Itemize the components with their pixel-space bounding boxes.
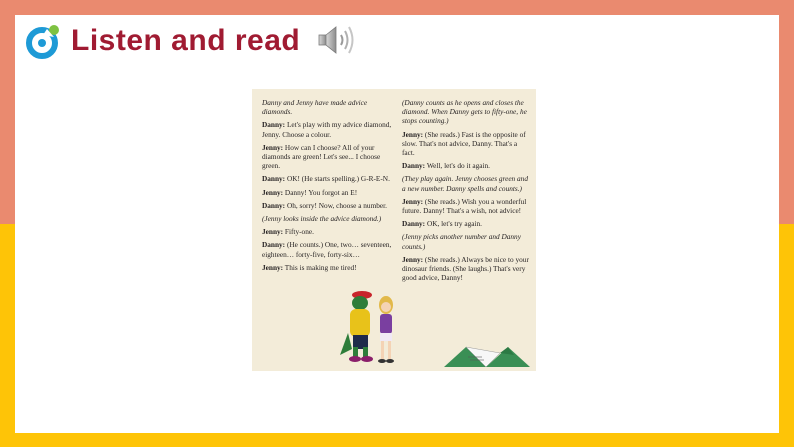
- slide-content: [15, 15, 779, 433]
- speaker-label: Danny:: [262, 174, 286, 184]
- story-text: (They play again. Jenny chooses green and a new number. Danny spells and counts.): [402, 174, 528, 193]
- speaker-icon[interactable]: [316, 23, 358, 57]
- story-line: [402, 255, 530, 283]
- story-line: [402, 219, 530, 228]
- story-line: [262, 98, 398, 116]
- story-line: [402, 98, 530, 126]
- speaker-label: Jenny:: [402, 129, 424, 139]
- story-text: (He counts.) One, two… seventeen, eighteen… forty-five, forty-six…: [262, 240, 392, 259]
- speaker-label: Jenny:: [262, 227, 284, 237]
- story-line: [402, 174, 530, 192]
- story-text: Danny! You forgot an E!: [284, 187, 358, 197]
- speaker-label: Danny:: [262, 240, 286, 250]
- story-text: OK! (He starts spelling.) G-R-E-N.: [286, 174, 390, 184]
- speaker-label: Danny:: [262, 200, 286, 210]
- story-text: Well, let's do it again.: [426, 161, 490, 171]
- story-line: [402, 161, 530, 170]
- speaker-label: Danny:: [402, 161, 426, 171]
- logo-icon: [25, 23, 61, 59]
- speaker-label: Jenny:: [262, 142, 284, 152]
- story-text: How can I choose? All of your diamonds are green! Let's see... I choose green.: [262, 142, 381, 171]
- story-line: [262, 201, 398, 210]
- story-line: [402, 232, 530, 250]
- speaker-label: Jenny:: [402, 254, 424, 264]
- story-page: [252, 89, 536, 371]
- speaker-label: Jenny:: [262, 262, 284, 272]
- story-text: (Danny counts as he opens and closes the diamond. When Danny gets to fifty-one, he stops counting.): [402, 98, 527, 126]
- story-text: Fifty-one.: [284, 227, 314, 237]
- story-line: [262, 174, 398, 183]
- story-column-right: [402, 98, 530, 286]
- story-text: (Jenny picks another number and Danny counts.): [402, 232, 521, 251]
- story-text: This is making me tired!: [284, 262, 357, 272]
- danny-and-jenny-illustration: [336, 285, 416, 369]
- story-text: Danny and Jenny have made advice diamonds.: [262, 98, 368, 117]
- page-title: Listen and read: [71, 24, 301, 57]
- story-line: [402, 130, 530, 158]
- story-line: [262, 188, 398, 197]
- story-text: (Jenny looks inside the advice diamond.): [262, 214, 382, 224]
- advice-diamond-illustration: [438, 333, 534, 371]
- story-text: (She reads.) Always be nice to your dinosaur friends. (She laughs.) That's very good advice, Danny!: [402, 254, 529, 283]
- speaker-label: Jenny:: [262, 187, 284, 197]
- story-line: [262, 120, 398, 138]
- story-line: [262, 214, 398, 223]
- story-line: [402, 197, 530, 215]
- story-text: (She reads.) Fast is the opposite of slow. That's not advice, Danny. That's a fact.: [402, 129, 526, 158]
- story-line: [262, 227, 398, 236]
- story-text: OK, let's try again.: [426, 219, 482, 229]
- speaker-label: Danny:: [402, 219, 426, 229]
- speaker-label: Danny:: [262, 120, 286, 130]
- story-line: [262, 143, 398, 171]
- story-text: (She reads.) Wish you a wonderful future. Danny! That's a wish, not advice!: [402, 196, 527, 216]
- story-text: Let's play with my advice diamond, Jenny. Choose a colour.: [262, 120, 392, 139]
- story-line: [262, 240, 398, 258]
- speaker-label: Jenny:: [402, 196, 424, 206]
- story-line: [262, 263, 398, 272]
- story-text: Oh, sorry! Now, choose a number.: [286, 200, 387, 210]
- story-column-left: [262, 98, 398, 276]
